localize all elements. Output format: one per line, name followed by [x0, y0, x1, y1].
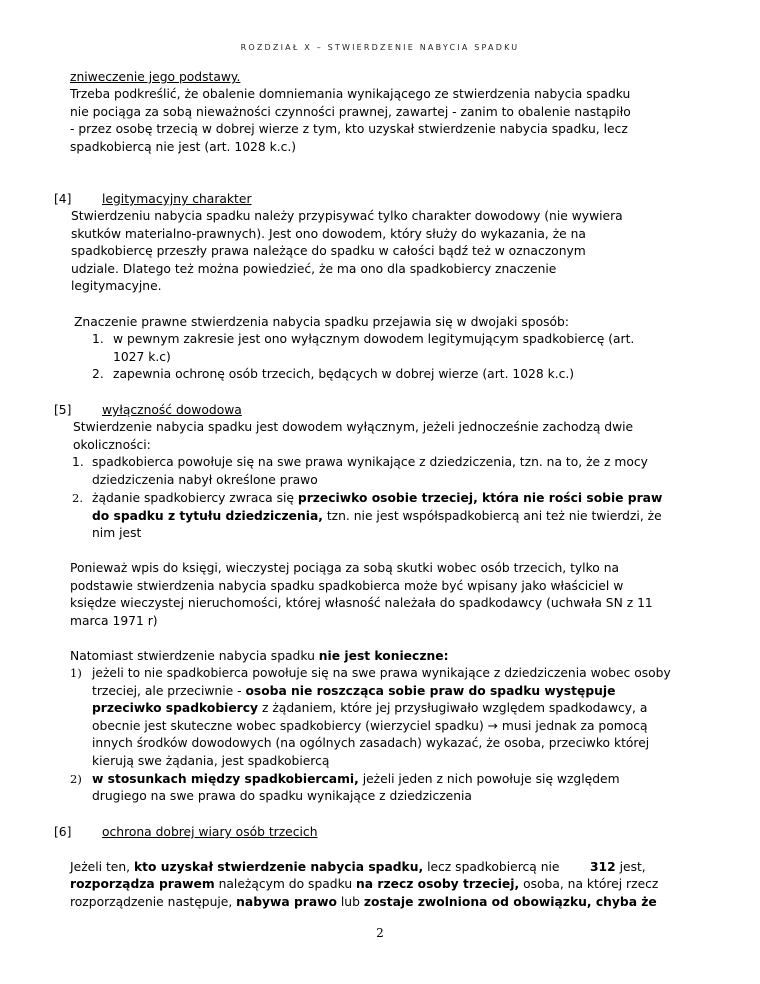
bold-run: zostaje zwolniona od obowiązku, chyba że — [363, 895, 657, 909]
list-item — [92, 700, 647, 717]
section-number: [4] — [54, 192, 72, 206]
bold-run: w stosunkach między spadkobiercami, — [92, 772, 359, 786]
list-item — [92, 508, 662, 525]
list-item: w pewnym zakresie jest ono wyłącznym dowodem legitymującym spadkobiercę (art. — [113, 332, 635, 346]
paragraph-line: Ponieważ wpis do księgi, wieczystej pociąga za sobą skutki wobec osób trzecich, tylko na — [70, 561, 620, 575]
text-run: Natomiast stwierdzenie nabycia spadku — [70, 649, 319, 663]
list-number: 2. — [72, 491, 83, 505]
paragraph-line: podstawie stwierdzenia nabycia spadku spadkobierca może być wpisany jako właściciel w — [70, 579, 624, 593]
text-run: jeżeli jeden z nich powołuje się względem — [358, 772, 620, 786]
list-item — [92, 490, 662, 507]
list-item: innych środków dowodowych (na ogólnych zasadach) wykazać, że osoba, przeciwko której — [92, 736, 650, 750]
bold-run: do spadku z tytułu dziedziczenia, — [92, 509, 323, 523]
list-item: obecnie jest skuteczne wobec spadkobiercy (wierzyciel spadku) → musi jednak za pomocą — [92, 719, 648, 733]
text-run: rozporządzenie następuje, — [70, 895, 237, 909]
paragraph-line: skutków materialno-prawnych). Jest ono dowodem, który służy do wykazania, że na — [71, 227, 586, 241]
text-run: trzeciej, ale przeciwnie - — [92, 684, 246, 698]
section-title: ochrona dobrej wiary osób trzecich — [102, 825, 318, 839]
text-run: tzn. nie jest współspadkobiercą ani też nie twierdzi, że — [322, 509, 662, 523]
bold-run: nie jest konieczne: — [318, 649, 449, 663]
list-number: 1. — [92, 332, 104, 346]
intro-line: zniweczenie jego podstawy. — [70, 70, 241, 84]
text-run: jest, — [615, 860, 646, 874]
page-number: 2 — [376, 926, 384, 940]
bold-run: osoba nie roszcząca sobie praw do spadku występuje — [245, 684, 616, 698]
list-number: 1. — [72, 455, 84, 469]
list-item: nim jest — [92, 526, 142, 540]
section-number: [6] — [54, 825, 72, 839]
list-number: 2. — [92, 367, 104, 381]
intro-line: nie pociąga za sobą nieważności czynności prawnej, zawartej - zanim to obalenie nastąpiło — [70, 105, 631, 119]
bold-run: nabywa prawo — [236, 895, 337, 909]
list-item: spadkobierca powołuje się na swe prawa wynikające z dziedziczenia, tzn. na to, że z mocy — [92, 455, 648, 469]
paragraph-line: spadkobiercę przeszły prawa należące do spadku w całości bądź też w oznaczonym — [71, 244, 586, 258]
paragraph-line: Stwierdzenie nabycia spadku jest dowodem wyłącznym, jeżeli jednocześnie zachodzą dwie — [73, 420, 634, 434]
bold-run: przeciwko spadkobiercy — [92, 701, 259, 715]
list-item: jeżeli to nie spadkobierca powołuje się na swe prawa wynikające z dziedziczenia wobec osoby — [92, 666, 671, 680]
list-item: drugiego na swe prawa do spadku wynikające z dziedziczenia — [92, 789, 472, 803]
paragraph-line — [70, 894, 657, 911]
intro-line: Trzeba podkreślić, że obalenie domniemania wynikającego ze stwierdzenia nabycia spadku — [70, 87, 631, 101]
text-run: Jeżeli ten, — [70, 860, 134, 874]
list-number: 1) — [70, 666, 82, 680]
paragraph-line: udziale. Dlatego też można powiedzieć, że ma ono dla spadkobiercy znaczenie — [71, 262, 557, 276]
list-item: dziedziczenia nabył określone prawo — [92, 473, 318, 487]
paragraph-line — [70, 648, 449, 665]
text-run: należącym do spadku — [214, 877, 357, 891]
paragraph-line: Znaczenie prawne stwierdzenia nabycia spadku przejawia się w dwojaki sposób: — [74, 315, 569, 329]
list-item: zapewnia ochronę osób trzecich, będących w dobrej wierze (art. 1028 k.c.) — [113, 367, 575, 381]
bold-run: 312 — [590, 860, 616, 874]
text-run: osoba, na której rzecz — [519, 877, 659, 891]
section-title: wyłączność dowodowa — [102, 403, 242, 417]
section-title: legitymacyjny charakter — [102, 192, 252, 206]
list-item: kierują swe żądania, jest spadkobiercą — [92, 754, 330, 768]
paragraph-line — [70, 876, 658, 893]
text-run: lecz spadkobiercą nie — [423, 860, 560, 874]
paragraph-line: okoliczności: — [73, 438, 151, 452]
list-number: 2) — [70, 772, 82, 786]
paragraph-line — [70, 859, 560, 876]
bold-run: rozporządza prawem — [70, 877, 215, 891]
text-run: lub — [336, 895, 364, 909]
running-header: ROZDZIAŁ X – STWIERDZENIE NABYCIA SPADKU — [240, 43, 520, 52]
text-run: z żądaniem, które jej przysługiwało względem spadkodawcy, a — [258, 701, 648, 715]
paragraph-line: marca 1971 r) — [70, 614, 158, 628]
list-item — [92, 683, 615, 700]
list-item — [92, 771, 620, 788]
paragraph-line: legitymacyjne. — [71, 279, 162, 293]
bold-run: kto uzyskał stwierdzenie nabycia spadku, — [133, 860, 424, 874]
section-number: [5] — [54, 403, 72, 417]
bold-run: na rzecz osoby trzeciej, — [356, 877, 520, 891]
bold-run: przeciwko osobie trzeciej, która nie rości sobie praw — [297, 491, 663, 505]
paragraph-line: księdze wieczystej nieruchomości, której własność należała do spadkodawcy (uchwała SN z 11 — [70, 596, 653, 610]
paragraph-line — [590, 859, 646, 876]
intro-line: - przez osobę trzecią w dobrej wierze z tym, kto uzyskał stwierdzenie nabycia spadku, lecz — [70, 122, 628, 136]
list-item: 1027 k.c) — [113, 350, 171, 364]
intro-line: spadkobiercą nie jest (art. 1028 k.c.) — [70, 140, 297, 154]
text-run: żądanie spadkobiercy zwraca się — [92, 491, 298, 505]
paragraph-line: Stwierdzeniu nabycia spadku należy przypisywać tylko charakter dowodowy (nie wywiera — [71, 209, 623, 223]
